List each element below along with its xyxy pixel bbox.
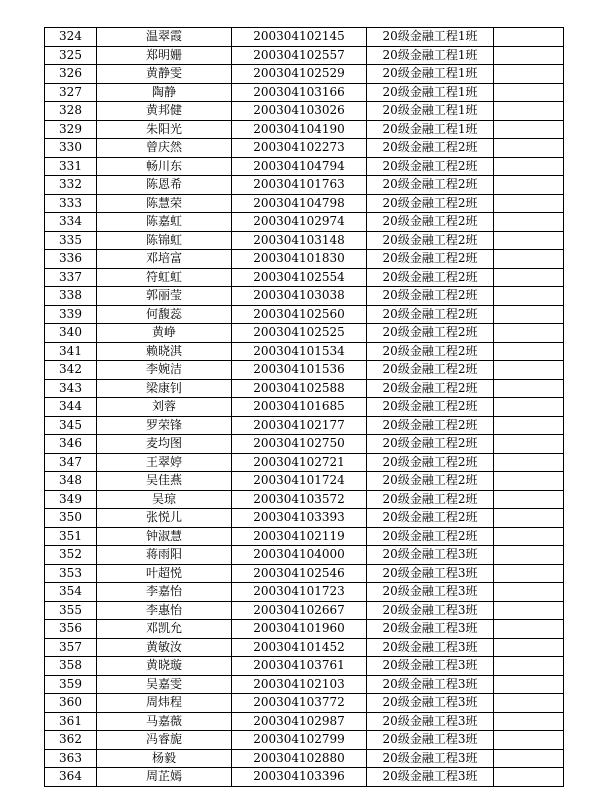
empty-cell	[494, 398, 564, 417]
empty-cell	[494, 564, 564, 583]
class-name-cell: 20级金融工程2班	[367, 453, 494, 472]
student-id-cell: 200304104000	[232, 546, 367, 565]
empty-cell	[494, 120, 564, 139]
table-row	[45, 65, 564, 84]
student-name-cell: 符虹虹	[97, 268, 232, 287]
empty-cell	[494, 213, 564, 232]
class-name-cell: 20级金融工程2班	[367, 157, 494, 176]
row-number-cell: 349	[45, 490, 97, 509]
table-row	[45, 731, 564, 750]
class-name-cell: 20级金融工程2班	[367, 324, 494, 343]
student-id-cell: 200304102529	[232, 65, 367, 84]
row-number-cell: 355	[45, 601, 97, 620]
roster-body	[45, 28, 564, 787]
table-row	[45, 379, 564, 398]
row-number-cell: 325	[45, 46, 97, 65]
table-row	[45, 46, 564, 65]
table-row	[45, 527, 564, 546]
student-name-cell: 罗荣锋	[97, 416, 232, 435]
row-number-cell: 330	[45, 139, 97, 158]
empty-cell	[494, 768, 564, 787]
table-row	[45, 287, 564, 306]
student-name-cell: 邓凯允	[97, 620, 232, 639]
empty-cell	[494, 305, 564, 324]
student-id-cell: 200304104190	[232, 120, 367, 139]
row-number-cell: 344	[45, 398, 97, 417]
student-name-cell: 吴佳燕	[97, 472, 232, 491]
empty-cell	[494, 342, 564, 361]
table-row	[45, 213, 564, 232]
row-number-cell: 360	[45, 694, 97, 713]
table-row	[45, 583, 564, 602]
class-name-cell: 20级金融工程2班	[367, 435, 494, 454]
class-name-cell: 20级金融工程3班	[367, 583, 494, 602]
student-name-cell: 钟淑慧	[97, 527, 232, 546]
student-id-cell: 200304101723	[232, 583, 367, 602]
student-id-cell: 200304103772	[232, 694, 367, 713]
row-number-cell: 358	[45, 657, 97, 676]
student-name-cell: 张悦儿	[97, 509, 232, 528]
row-number-cell: 361	[45, 712, 97, 731]
table-row	[45, 749, 564, 768]
table-row	[45, 453, 564, 472]
student-name-cell: 黄邦健	[97, 102, 232, 121]
table-row	[45, 231, 564, 250]
class-name-cell: 20级金融工程3班	[367, 657, 494, 676]
student-name-cell: 李惠怡	[97, 601, 232, 620]
student-name-cell: 杨毅	[97, 749, 232, 768]
student-id-cell: 200304102273	[232, 139, 367, 158]
table-row	[45, 102, 564, 121]
student-id-cell: 200304102750	[232, 435, 367, 454]
empty-cell	[494, 527, 564, 546]
empty-cell	[494, 453, 564, 472]
row-number-cell: 334	[45, 213, 97, 232]
class-name-cell: 20级金融工程3班	[367, 694, 494, 713]
table-row	[45, 28, 564, 47]
class-name-cell: 20级金融工程2班	[367, 472, 494, 491]
class-name-cell: 20级金融工程1班	[367, 102, 494, 121]
table-row	[45, 83, 564, 102]
class-name-cell: 20级金融工程3班	[367, 712, 494, 731]
row-number-cell: 340	[45, 324, 97, 343]
row-number-cell: 341	[45, 342, 97, 361]
table-row	[45, 694, 564, 713]
empty-cell	[494, 509, 564, 528]
table-row	[45, 194, 564, 213]
table-row	[45, 675, 564, 694]
student-name-cell: 郭丽莹	[97, 287, 232, 306]
student-id-cell: 200304102546	[232, 564, 367, 583]
table-row	[45, 638, 564, 657]
student-id-cell: 200304102667	[232, 601, 367, 620]
student-id-cell: 200304104798	[232, 194, 367, 213]
empty-cell	[494, 694, 564, 713]
student-name-cell: 何馥蕊	[97, 305, 232, 324]
student-id-cell: 200304103572	[232, 490, 367, 509]
class-name-cell: 20级金融工程2班	[367, 194, 494, 213]
empty-cell	[494, 416, 564, 435]
student-id-cell: 200304103038	[232, 287, 367, 306]
row-number-cell: 350	[45, 509, 97, 528]
class-name-cell: 20级金融工程1班	[367, 65, 494, 84]
class-name-cell: 20级金融工程2班	[367, 250, 494, 269]
class-name-cell: 20级金融工程2班	[367, 305, 494, 324]
student-name-cell: 刘蓉	[97, 398, 232, 417]
student-name-cell: 周芷嫣	[97, 768, 232, 787]
empty-cell	[494, 712, 564, 731]
class-name-cell: 20级金融工程2班	[367, 416, 494, 435]
row-number-cell: 329	[45, 120, 97, 139]
student-roster-table	[44, 27, 564, 787]
empty-cell	[494, 231, 564, 250]
table-row	[45, 416, 564, 435]
student-name-cell: 赖晓淇	[97, 342, 232, 361]
row-number-cell: 348	[45, 472, 97, 491]
student-name-cell: 王翠婷	[97, 453, 232, 472]
table-row	[45, 268, 564, 287]
row-number-cell: 364	[45, 768, 97, 787]
row-number-cell: 343	[45, 379, 97, 398]
empty-cell	[494, 176, 564, 195]
student-id-cell: 200304101536	[232, 361, 367, 380]
student-id-cell: 200304101724	[232, 472, 367, 491]
student-name-cell: 马嘉薇	[97, 712, 232, 731]
student-id-cell: 200304102799	[232, 731, 367, 750]
class-name-cell: 20级金融工程2班	[367, 139, 494, 158]
empty-cell	[494, 287, 564, 306]
row-number-cell: 351	[45, 527, 97, 546]
class-name-cell: 20级金融工程2班	[367, 287, 494, 306]
student-name-cell: 叶超悦	[97, 564, 232, 583]
student-name-cell: 曾庆然	[97, 139, 232, 158]
student-name-cell: 吴琼	[97, 490, 232, 509]
empty-cell	[494, 139, 564, 158]
empty-cell	[494, 546, 564, 565]
empty-cell	[494, 731, 564, 750]
row-number-cell: 342	[45, 361, 97, 380]
row-number-cell: 332	[45, 176, 97, 195]
student-name-cell: 李婉洁	[97, 361, 232, 380]
class-name-cell: 20级金融工程1班	[367, 28, 494, 47]
student-name-cell: 黄峥	[97, 324, 232, 343]
empty-cell	[494, 65, 564, 84]
table-row	[45, 472, 564, 491]
table-row	[45, 139, 564, 158]
student-id-cell: 200304102974	[232, 213, 367, 232]
empty-cell	[494, 657, 564, 676]
student-name-cell: 麦均图	[97, 435, 232, 454]
student-id-cell: 200304102525	[232, 324, 367, 343]
table-row	[45, 157, 564, 176]
student-id-cell: 200304104794	[232, 157, 367, 176]
class-name-cell: 20级金融工程2班	[367, 379, 494, 398]
student-name-cell: 邓培富	[97, 250, 232, 269]
class-name-cell: 20级金融工程2班	[367, 398, 494, 417]
student-name-cell: 陈恩希	[97, 176, 232, 195]
row-number-cell: 338	[45, 287, 97, 306]
student-id-cell: 200304102987	[232, 712, 367, 731]
class-name-cell: 20级金融工程2班	[367, 361, 494, 380]
student-id-cell: 200304101960	[232, 620, 367, 639]
class-name-cell: 20级金融工程2班	[367, 527, 494, 546]
empty-cell	[494, 379, 564, 398]
row-number-cell: 326	[45, 65, 97, 84]
student-id-cell: 200304102145	[232, 28, 367, 47]
class-name-cell: 20级金融工程2班	[367, 342, 494, 361]
row-number-cell: 328	[45, 102, 97, 121]
empty-cell	[494, 490, 564, 509]
class-name-cell: 20级金融工程3班	[367, 620, 494, 639]
student-id-cell: 200304102177	[232, 416, 367, 435]
empty-cell	[494, 472, 564, 491]
student-name-cell: 陈慧荣	[97, 194, 232, 213]
student-name-cell: 温翠霞	[97, 28, 232, 47]
row-number-cell: 337	[45, 268, 97, 287]
empty-cell	[494, 194, 564, 213]
class-name-cell: 20级金融工程1班	[367, 46, 494, 65]
student-name-cell: 黄静雯	[97, 65, 232, 84]
class-name-cell: 20级金融工程2班	[367, 213, 494, 232]
table-row	[45, 120, 564, 139]
class-name-cell: 20级金融工程3班	[367, 731, 494, 750]
student-id-cell: 200304101830	[232, 250, 367, 269]
row-number-cell: 357	[45, 638, 97, 657]
student-id-cell: 200304101763	[232, 176, 367, 195]
empty-cell	[494, 583, 564, 602]
table-row	[45, 305, 564, 324]
class-name-cell: 20级金融工程2班	[367, 231, 494, 250]
class-name-cell: 20级金融工程1班	[367, 83, 494, 102]
student-name-cell: 陈锦虹	[97, 231, 232, 250]
student-id-cell: 200304103393	[232, 509, 367, 528]
table-row	[45, 250, 564, 269]
empty-cell	[494, 638, 564, 657]
class-name-cell: 20级金融工程3班	[367, 546, 494, 565]
row-number-cell: 356	[45, 620, 97, 639]
table-row	[45, 398, 564, 417]
class-name-cell: 20级金融工程2班	[367, 176, 494, 195]
table-row	[45, 564, 564, 583]
row-number-cell: 335	[45, 231, 97, 250]
table-row	[45, 342, 564, 361]
student-name-cell: 梁康钊	[97, 379, 232, 398]
table-row	[45, 712, 564, 731]
row-number-cell: 324	[45, 28, 97, 47]
class-name-cell: 20级金融工程3班	[367, 768, 494, 787]
empty-cell	[494, 324, 564, 343]
student-id-cell: 200304103026	[232, 102, 367, 121]
student-name-cell: 郑明姗	[97, 46, 232, 65]
student-id-cell: 200304103148	[232, 231, 367, 250]
class-name-cell: 20级金融工程2班	[367, 268, 494, 287]
student-id-cell: 200304102721	[232, 453, 367, 472]
empty-cell	[494, 102, 564, 121]
student-id-cell: 200304102554	[232, 268, 367, 287]
student-name-cell: 吴嘉雯	[97, 675, 232, 694]
student-name-cell: 黄敏汝	[97, 638, 232, 657]
table-row	[45, 620, 564, 639]
empty-cell	[494, 749, 564, 768]
row-number-cell: 336	[45, 250, 97, 269]
row-number-cell: 339	[45, 305, 97, 324]
empty-cell	[494, 83, 564, 102]
student-id-cell: 200304103166	[232, 83, 367, 102]
class-name-cell: 20级金融工程2班	[367, 509, 494, 528]
student-name-cell: 黄晓璇	[97, 657, 232, 676]
empty-cell	[494, 620, 564, 639]
row-number-cell: 362	[45, 731, 97, 750]
student-name-cell: 畅川东	[97, 157, 232, 176]
row-number-cell: 346	[45, 435, 97, 454]
student-id-cell: 200304102880	[232, 749, 367, 768]
student-id-cell: 200304102588	[232, 379, 367, 398]
table-row	[45, 361, 564, 380]
student-name-cell: 朱阳光	[97, 120, 232, 139]
row-number-cell: 354	[45, 583, 97, 602]
table-row	[45, 509, 564, 528]
student-name-cell: 周炜程	[97, 694, 232, 713]
empty-cell	[494, 250, 564, 269]
empty-cell	[494, 46, 564, 65]
student-id-cell: 200304103396	[232, 768, 367, 787]
empty-cell	[494, 361, 564, 380]
student-name-cell: 蒋雨阳	[97, 546, 232, 565]
class-name-cell: 20级金融工程3班	[367, 749, 494, 768]
table-row	[45, 324, 564, 343]
student-id-cell: 200304101534	[232, 342, 367, 361]
row-number-cell: 333	[45, 194, 97, 213]
row-number-cell: 331	[45, 157, 97, 176]
class-name-cell: 20级金融工程1班	[367, 120, 494, 139]
table-row	[45, 657, 564, 676]
row-number-cell: 359	[45, 675, 97, 694]
student-id-cell: 200304103761	[232, 657, 367, 676]
empty-cell	[494, 675, 564, 694]
empty-cell	[494, 268, 564, 287]
student-id-cell: 200304102560	[232, 305, 367, 324]
class-name-cell: 20级金融工程3班	[367, 564, 494, 583]
row-number-cell: 352	[45, 546, 97, 565]
table-row	[45, 176, 564, 195]
row-number-cell: 363	[45, 749, 97, 768]
student-name-cell: 冯睿旎	[97, 731, 232, 750]
empty-cell	[494, 28, 564, 47]
empty-cell	[494, 601, 564, 620]
row-number-cell: 327	[45, 83, 97, 102]
student-name-cell: 陶静	[97, 83, 232, 102]
student-id-cell: 200304102103	[232, 675, 367, 694]
student-name-cell: 李嘉怡	[97, 583, 232, 602]
table-row	[45, 435, 564, 454]
student-name-cell: 陈嘉虹	[97, 213, 232, 232]
student-id-cell: 200304101452	[232, 638, 367, 657]
row-number-cell: 345	[45, 416, 97, 435]
table-row	[45, 601, 564, 620]
student-id-cell: 200304102119	[232, 527, 367, 546]
empty-cell	[494, 157, 564, 176]
row-number-cell: 353	[45, 564, 97, 583]
class-name-cell: 20级金融工程3班	[367, 675, 494, 694]
class-name-cell: 20级金融工程2班	[367, 490, 494, 509]
table-row	[45, 768, 564, 787]
student-id-cell: 200304101685	[232, 398, 367, 417]
student-id-cell: 200304102557	[232, 46, 367, 65]
table-row	[45, 546, 564, 565]
empty-cell	[494, 435, 564, 454]
row-number-cell: 347	[45, 453, 97, 472]
table-row	[45, 490, 564, 509]
class-name-cell: 20级金融工程3班	[367, 601, 494, 620]
class-name-cell: 20级金融工程3班	[367, 638, 494, 657]
